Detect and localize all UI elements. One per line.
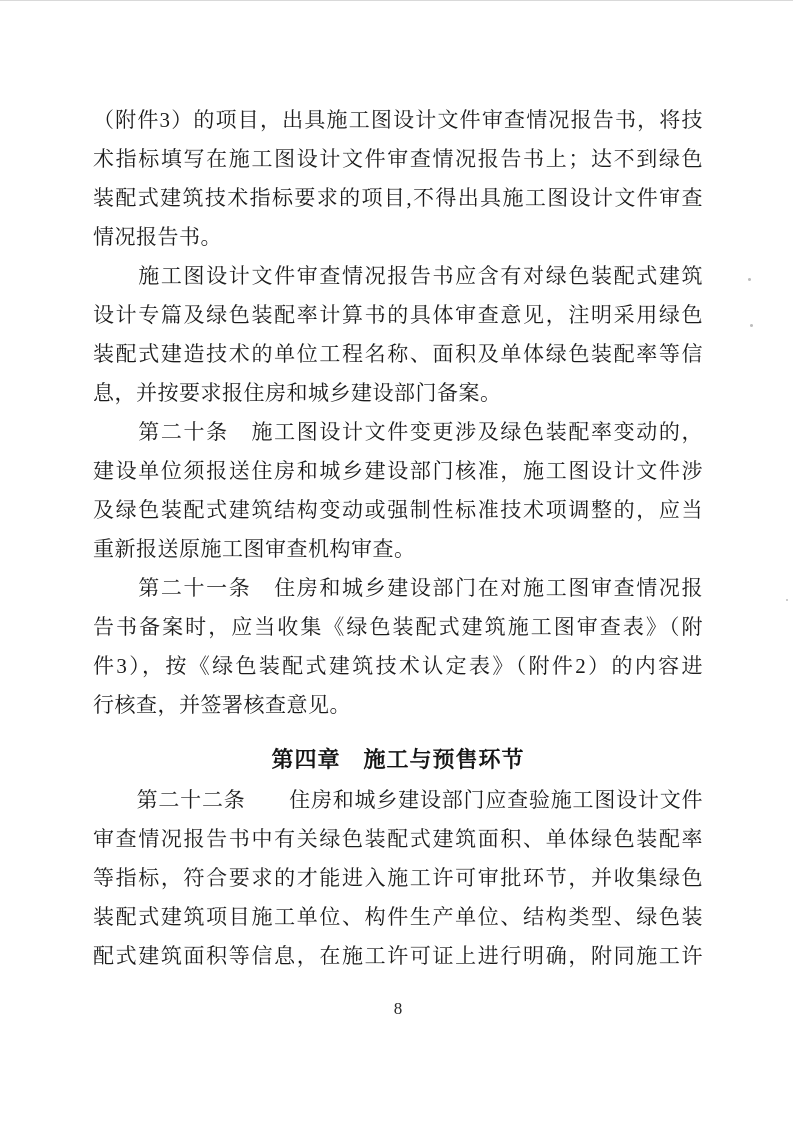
text-line: 及绿色装配式建筑结构变动或强制性标准技术项调整的，应当 [93, 498, 703, 522]
paragraph-article-21 [93, 569, 703, 725]
text-line: 第二十一条 住房和城乡建设部门在对施工图审查情况报 [93, 576, 703, 600]
paragraph-article-20 [93, 413, 703, 569]
text-line: 术指标填写在施工图设计文件审查情况报告书上；达不到绿色 [93, 147, 703, 171]
scan-speck [786, 599, 788, 601]
text-line: 装配式建造技术的单位工程名称、面积及单体绿色装配率等信 [93, 342, 703, 366]
text-line: 重新报送原施工图审查机构审查。 [93, 537, 416, 561]
scan-speck [750, 324, 753, 327]
text-line: 装配式建筑技术指标要求的项目,不得出具施工图设计文件审查 [93, 186, 703, 210]
text-line: （附件3）的项目，出具施工图设计文件审查情况报告书，将技 [93, 108, 703, 132]
text-line: 行核查，并签署核查意见。 [93, 693, 351, 717]
text-line: 审查情况报告书中有关绿色装配式建筑面积、单体绿色装配率 [93, 827, 703, 851]
text-line: 装配式建筑项目施工单位、构件生产单位、结构类型、绿色装 [93, 905, 703, 929]
text-line: 件3），按《绿色装配式建筑技术认定表》（附件2）的内容进 [93, 654, 703, 678]
text-line: 告书备案时，应当收集《绿色装配式建筑施工图审查表》（附 [93, 615, 703, 639]
text-line: 等指标，符合要求的才能进入施工许可审批环节，并收集绿色 [93, 866, 703, 890]
chapter-heading: 第四章 施工与预售环节 [271, 747, 525, 772]
text-line: 第二十二条 住房和城乡建设部门应查验施工图设计文件 [93, 788, 703, 812]
text-line: 第二十条 施工图设计文件变更涉及绿色装配率变动的， [93, 420, 703, 444]
text-line: 配式建筑面积等信息，在施工许可证上进行明确，附同施工许 [93, 944, 703, 968]
paragraph-article-22 [93, 781, 703, 976]
page-number: 8 [393, 999, 403, 1018]
text-line: 情况报告书。 [93, 225, 222, 249]
text-line: 施工图设计文件审查情况报告书应含有对绿色装配式建筑 [93, 264, 703, 288]
paragraph-continuation [93, 101, 703, 257]
scan-speck [748, 278, 751, 281]
text-line: 设计专篇及绿色装配率计算书的具体审查意见，注明采用绿色 [93, 303, 703, 327]
text-line: 建设单位须报送住房和城乡建设部门核准，施工图设计文件涉 [93, 459, 703, 483]
paragraph-review-report [93, 257, 703, 413]
text-block [93, 101, 703, 976]
text-line: 息，并按要求报住房和城乡建设部门备案。 [93, 381, 502, 405]
